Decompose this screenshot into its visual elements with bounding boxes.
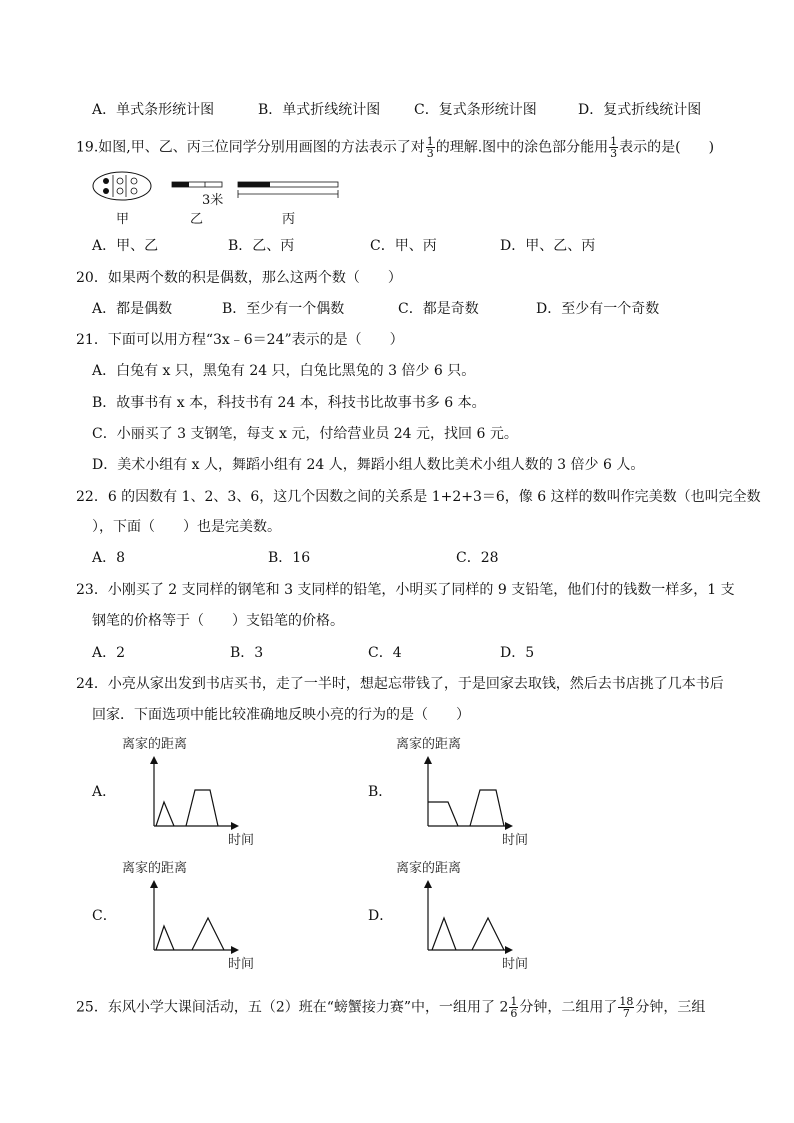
- q19-fraction-2: [609, 136, 618, 159]
- q19-stem-prefix: 19.如图,甲、乙、丙三位同学分别用画图的方法表示了对: [76, 139, 425, 156]
- q23-stem-line1: 23．小刚买了 2 支同样的钢笔和 3 支同样的铅笔，小明买了同样的 9 支铅笔，他们付的钱数一样多，1 支: [76, 582, 735, 598]
- q18-option-c: C．复式条形统计图: [414, 102, 537, 118]
- q18-option-a: A．单式条形统计图: [92, 102, 215, 118]
- q22-option-a: A．8: [92, 550, 126, 566]
- q22-option-b: B．16: [268, 550, 311, 566]
- q24-stem-line1: 24．小亮从家出发到书店买书，走了一半时，想起忘带钱了，于是回家去取钱，然后去书店挑了几本书后: [76, 676, 724, 692]
- q19-option-b: B．乙、丙: [228, 238, 295, 254]
- q24-graph-b: [392, 732, 538, 850]
- q25-stem: [76, 996, 705, 1019]
- q23-option-b: B．3: [230, 645, 264, 661]
- q21-option-b: B．故事书有 x 本，科技书有 24 本，科技书比故事书多 6 本。: [92, 395, 486, 411]
- q18-option-d: D．复式折线统计图: [578, 102, 702, 118]
- q18-option-b: B．单式折线统计图: [258, 102, 381, 118]
- q24-graph-c: [118, 856, 264, 974]
- q25-stem-prefix: 25．东风小学大课间活动，五（2）班在“螃蟹接力赛”中，一组用了 2: [76, 999, 509, 1016]
- q20-option-b: B．至少有一个偶数: [222, 301, 345, 317]
- q23-option-d: D．5: [500, 645, 535, 661]
- q24-option-c-label: C．: [92, 908, 117, 924]
- q19-label-bing: 丙: [282, 212, 296, 227]
- graph-c-xlabel: 时间: [228, 957, 255, 972]
- q19-stem: [76, 136, 714, 159]
- graph-b-xlabel: 时间: [502, 833, 529, 848]
- q19-option-d: D．甲、乙、丙: [500, 238, 596, 254]
- q24-stem-line2: 回家．下面选项中能比较准确地反映小亮的行为的是（ ）: [92, 707, 470, 723]
- q25-stem-suffix: 分钟，三组: [635, 999, 706, 1016]
- q19-frac-denominator: 3: [426, 147, 434, 160]
- q22-stem-line1: 22．6 的因数有 1、2、3、6，这几个因数之间的关系是 1+2+3＝6，像 6 这样的数叫作完美数（也叫完全数: [76, 489, 761, 505]
- q23-stem-line2: 钢笔的价格等于（ ）支铅笔的价格。: [92, 613, 344, 629]
- q19-label-jia: 甲: [116, 212, 130, 227]
- figure-jia-ellipse: [93, 172, 151, 200]
- q24-graph-d: [392, 856, 538, 974]
- graph-d-ylabel: 离家的距离: [396, 861, 462, 876]
- q25-stem-mid: 分钟，二组用了: [519, 999, 618, 1016]
- q25-frac2-denominator: 7: [622, 1007, 630, 1020]
- q21-option-d: D．美术小组有 x 人，舞蹈小组有 24 人，舞蹈小组人数比美术小组人数的 3 倍少 6 人。: [92, 457, 645, 473]
- q25-mixed-denominator: 6: [510, 1007, 518, 1020]
- figure-bing-segment: [238, 182, 338, 198]
- q24-option-d-label: D．: [368, 908, 394, 924]
- graph-d-xlabel: 时间: [502, 957, 529, 972]
- q19-frac-numerator: 1: [426, 135, 434, 148]
- q25-fraction-2: [618, 996, 634, 1019]
- graph-b-ylabel: 离家的距离: [396, 737, 462, 752]
- q23-option-c: C．4: [368, 645, 402, 661]
- q19-frac2-denominator: 3: [610, 147, 618, 160]
- q19-option-a: A．甲、乙: [92, 238, 159, 254]
- q19-label-yi: 乙: [190, 212, 204, 227]
- q21-option-a: A．白兔有 x 只，黑兔有 24 只，白兔比黑兔的 3 倍少 6 只。: [92, 363, 476, 379]
- q25-mixed-numerator: 1: [510, 995, 518, 1008]
- q25-mixed-fraction: [509, 996, 518, 1019]
- q20-option-a: A．都是偶数: [92, 301, 173, 317]
- q24-graph-a: [118, 732, 264, 850]
- graph-a-ylabel: 离家的距离: [122, 737, 188, 752]
- q19-stem-suffix: 表示的是( ): [619, 139, 715, 156]
- q19-frac2-numerator: 1: [610, 135, 618, 148]
- q19-option-c: C．甲、丙: [370, 238, 437, 254]
- q20-option-d: D．至少有一个奇数: [536, 301, 660, 317]
- q21-stem: 21．下面可以用方程“3x﹣6＝24”表示的是（ ）: [76, 332, 404, 348]
- figure-yi-bar: [172, 182, 222, 187]
- q22-option-c: C．28: [456, 550, 499, 566]
- q23-option-a: A．2: [92, 645, 126, 661]
- q22-stem-line2: ），下面（ ）也是完美数。: [92, 519, 281, 535]
- q25-frac2-numerator: 18: [619, 995, 634, 1008]
- q20-option-c: C．都是奇数: [398, 301, 479, 317]
- graph-a-xlabel: 时间: [228, 833, 255, 848]
- q19-fraction-1: [426, 136, 435, 159]
- q21-option-c: C．小丽买了 3 支钢笔，每支 x 元，付给营业员 24 元，找回 6 元。: [92, 426, 518, 442]
- graph-c-ylabel: 离家的距离: [122, 861, 188, 876]
- q19-length-label: 3米: [200, 189, 225, 208]
- q24-option-b-label: B．: [368, 784, 393, 800]
- q24-option-a-label: A．: [92, 784, 117, 800]
- q19-stem-mid: 的理解.图中的涂色部分能用: [435, 139, 609, 156]
- q20-stem: 20．如果两个数的积是偶数，那么这两个数（ ）: [76, 270, 402, 286]
